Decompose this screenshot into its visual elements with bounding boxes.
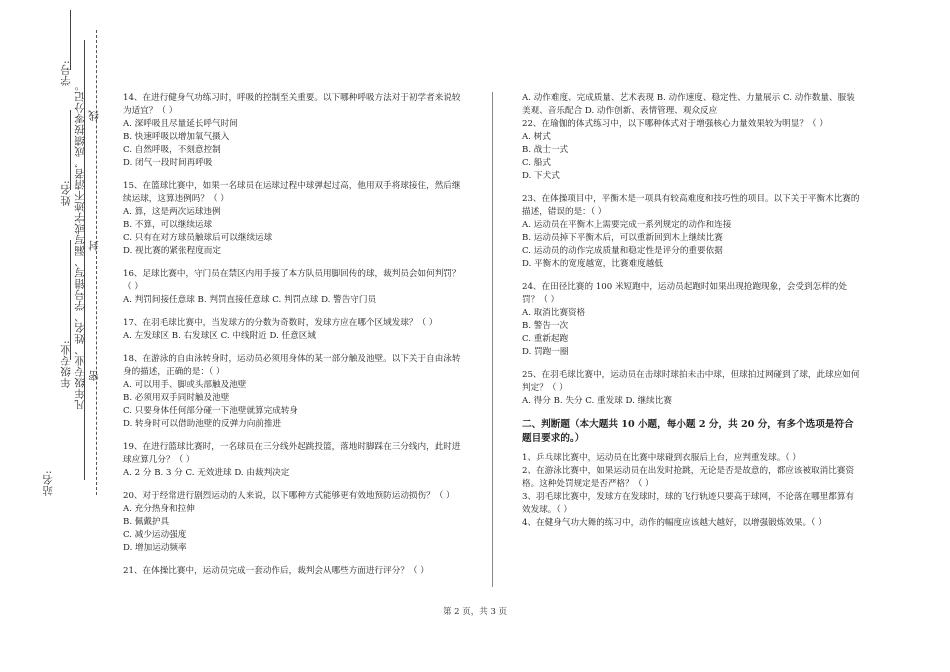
question-option: C. 船式 — [522, 158, 551, 168]
question-option: B. 佩戴护具 — [123, 517, 170, 527]
question-option: C. 减少运动强度 — [123, 530, 187, 540]
question-option: C. 只要身体任何部分碰一下池壁就算完成转身 — [123, 406, 299, 416]
question-item — [123, 565, 468, 578]
binding-mark-feng: 封 — [88, 240, 100, 251]
question-option: A. 可以用手、脚或头部触及池壁 — [123, 380, 247, 390]
question-option: A. 2 分 B. 3 分 C. 无效进球 D. 由裁判决定 — [123, 468, 290, 478]
binding-dashed-line — [96, 30, 97, 495]
question-option: B. 警告一次 — [522, 321, 569, 331]
question-text: 23、在体操项目中，平衡木是一项具有较高难度和技巧性的项目。以下关于平衡木比赛的描述，错误的是：（ ） — [522, 194, 860, 217]
question-item — [123, 353, 468, 431]
question-item — [123, 441, 468, 480]
binding-mark-xian: 线 — [88, 110, 100, 121]
question-option: A. 充分热身和拉伸 — [123, 504, 195, 514]
question-text: 15、在篮球比赛中，如果一名球员在运球过程中球弹起过高，他用双手将球接住，然后继续运球，这算违例吗？（ ） — [123, 181, 461, 204]
page-footer: 第 2 页，共 3 页 — [442, 607, 508, 617]
question-item — [123, 490, 468, 555]
binding-mark-mi: 密 — [88, 370, 100, 381]
question-item — [522, 118, 860, 183]
question-option: A. 判罚间接任意球 B. 判罚直接任意球 C. 判罚点球 D. 警告守门员 — [123, 295, 377, 305]
question-text: 20、对于经常进行剧烈运动的人来说，以下哪种方式能够更有效地预防运动损伤？（ ） — [123, 491, 455, 501]
q21-options: A. 动作难度、完成质量、艺术表现 B. 动作速度、稳定性、力量展示 C. 动作数量、服装美观、音乐配合 D. 动作创新、表情管理、观众反应 — [522, 93, 855, 116]
name-blank — [70, 110, 71, 190]
question-option: C. 自然呼吸，不刻意控制 — [123, 145, 221, 155]
question-option: A. 取消比赛资格 — [522, 308, 586, 318]
judgement-item: 2、在游泳比赛中，如果运动员在出发时抢跳，无论是否是故意的，都应该被取消比赛资格。这种处罚规定是否严格？（ ） — [522, 466, 855, 489]
question-item — [123, 317, 468, 343]
question-option: B. 必须用双手同时触及池壁 — [123, 393, 230, 403]
student-id-label: 学号: — [60, 60, 72, 87]
question-option: C. 只有在对方球员触球后可以继续运球 — [123, 233, 273, 243]
judgement-item: 3、羽毛球比赛中，发球方在发球时，球的飞行轨迹只要高于球网，不论落在哪里都算有效发球。（ ） — [522, 492, 855, 515]
question-option: A. 深呼吸且尽量延长呼气时间 — [123, 119, 238, 129]
question-item — [522, 193, 860, 271]
major-blank — [70, 240, 71, 360]
question-option: D. 转身时可以借助池壁的反弹力向前推进 — [123, 419, 282, 429]
question-text: 21、在体操比赛中，运动员完成一套动作后，裁判会从哪些方面进行评分？（ ） — [123, 566, 429, 576]
binding-notice: 凡年级专业、姓名、学号错写、漏写或字迹不清者，成绩按零分记。 — [74, 80, 86, 410]
question-option: A. 算，这是两次运球违例 — [123, 207, 221, 217]
question-option: A. 得分 B. 失分 C. 重发球 D. 继续比赛 — [522, 396, 672, 406]
question-text: 19、在进行篮球比赛时，一名球员在三分线外起跳投篮，落地时脚踩在三分线内，此时进球应算几分？（ ） — [123, 442, 461, 465]
question-option: D. 平衡木的宽度越宽，比赛难度越低 — [522, 259, 663, 269]
question-option: A. 树式 — [522, 132, 551, 142]
question-text: 18、在游泳的自由泳转身时，运动员必须用身体的某一部分触及池壁。以下关于自由泳转身的描述，正确的是：（ ） — [123, 354, 461, 377]
question-option: B. 不算，可以继续运球 — [123, 220, 213, 230]
question-option: D. 闭气一段时间再呼吸 — [123, 158, 213, 168]
student-id-blank — [70, 10, 71, 70]
question-option: D. 下犬式 — [522, 171, 560, 181]
question-option: B. 运动员掉下平衡木后，可以重新回到木上继续比赛 — [522, 233, 723, 243]
question-item — [522, 369, 860, 408]
left-column — [123, 92, 468, 588]
question-option: B. 快速呼吸以增加氧气摄入 — [123, 132, 230, 142]
major-label: 年级专业: — [60, 340, 72, 389]
question-text: 22、在瑜伽的体式练习中，以下哪种体式对于增强核心力量效果较为明显？（ ） — [522, 119, 828, 129]
school-label: 站名: — [42, 470, 54, 497]
question-text: 25、在羽毛球比赛中，运动员在击球时球拍未击中球，但球拍过网碰到了球，此球应如何判定？（ ） — [522, 370, 860, 393]
question-text: 14、在进行健身气功练习时，呼吸的控制至关重要。以下哪种呼吸方法对于初学者来说较为适宜？（ ） — [123, 93, 461, 116]
question-item — [123, 92, 468, 170]
question-option: C. 重新起跑 — [522, 334, 569, 344]
question-text: 17、在羽毛球比赛中，当发球方的分数为奇数时，发球方应在哪个区域发球？（ ） — [123, 318, 438, 328]
binding-margin — [0, 0, 110, 672]
judgement-item: 4、在健身气功大舞的练习中，动作的幅度应该越大越好，以增强锻炼效果。（ ） — [522, 518, 827, 528]
question-option: C. 运动员的动作完成质量和稳定性是评分的重要依据 — [522, 246, 723, 256]
question-item — [123, 268, 468, 307]
column-divider — [492, 92, 493, 587]
question-option: A. 左发球区 B. 右发球区 C. 中线附近 D. 任意区域 — [123, 331, 316, 341]
section2-title: 二、判断题（本大题共 10 小题，每小题 2 分，共 20 分，有多个选项是符合题目要求的。） — [522, 419, 854, 444]
question-option: B. 战士一式 — [522, 145, 569, 155]
question-item — [123, 180, 468, 258]
question-option: D. 罚跑一圈 — [522, 347, 569, 357]
judgement-item: 1、乒乓球比赛中，运动员在比赛中球碰到衣服后上台，应判重发球。（ ） — [522, 453, 801, 463]
question-option: D. 视比赛的紧张程度而定 — [123, 246, 221, 256]
name-label: 姓名: — [60, 180, 72, 207]
right-column — [522, 92, 860, 530]
question-text: 16、足球比赛中，守门员在禁区内用手接了本方队员用脚回传的球，裁判员会如何判罚？（ ） — [123, 269, 461, 292]
question-item — [522, 281, 860, 359]
question-text: 24、在田径比赛的 100 米短跑中，运动员起跑时如果出现抢跑现象，会受到怎样的处罚？（ ） — [522, 282, 847, 305]
question-option: A. 运动员在平衡木上需要完成一系列规定的动作和连接 — [522, 220, 732, 230]
question-option: D. 增加运动频率 — [123, 543, 187, 553]
